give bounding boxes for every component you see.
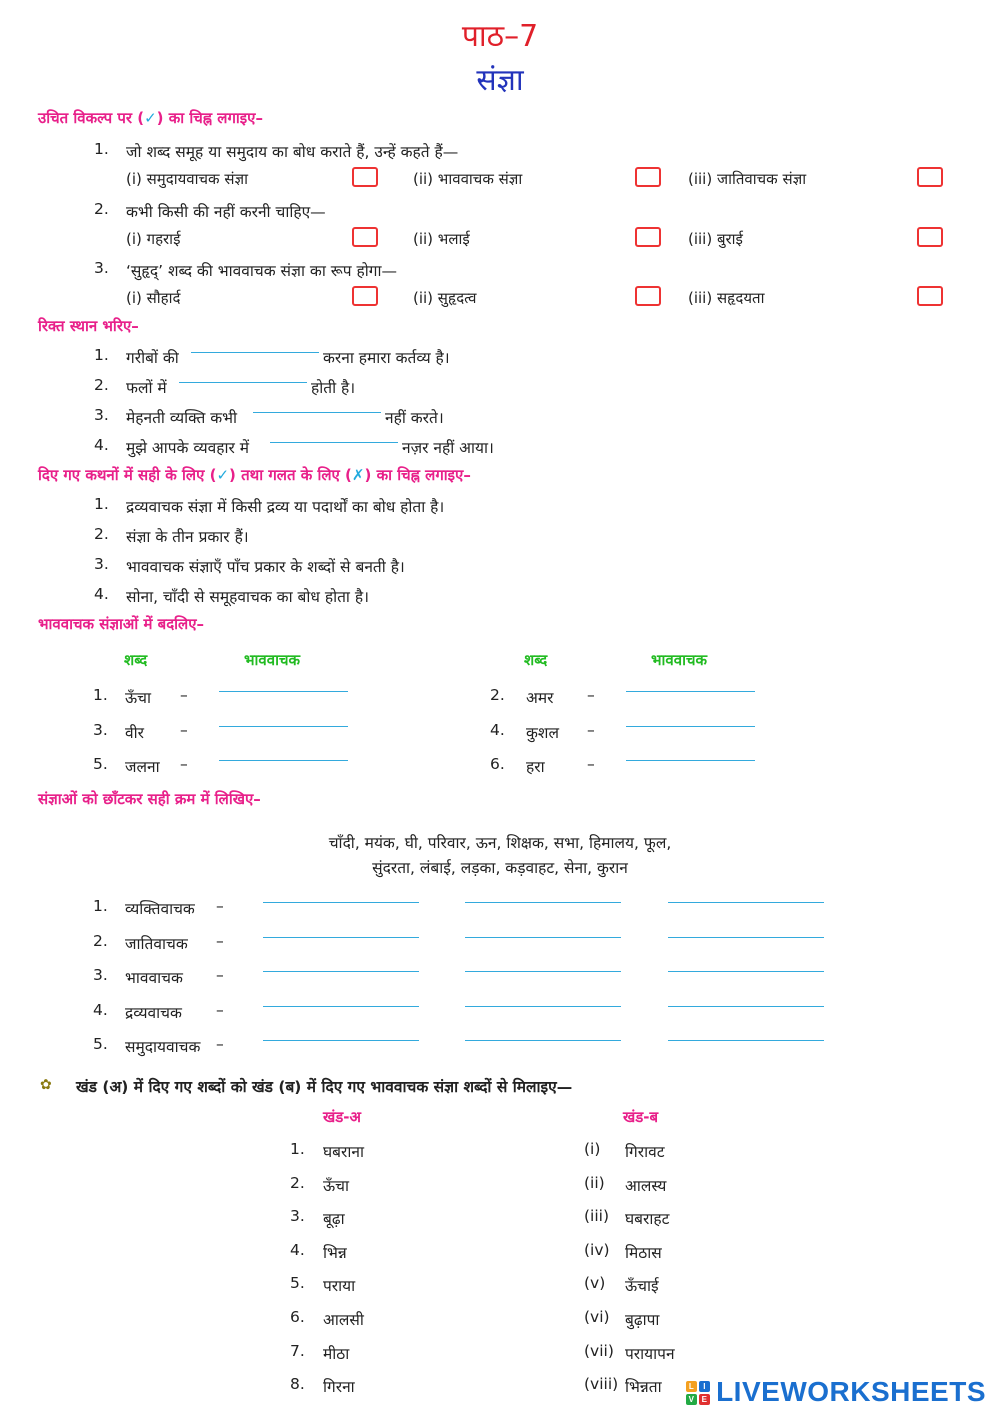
word-list-line1: चाँदी, मयंक, घी, परिवार, ऊन, शिक्षक, सभा, हिमालय, फूल, — [328, 834, 672, 852]
answer-line[interactable] — [263, 937, 419, 938]
section2-heading: रिक्त स्थान भरिए– — [38, 317, 139, 335]
match-a-number: 7. — [290, 1341, 305, 1360]
fill-blank-line[interactable] — [253, 412, 381, 413]
match-a-word[interactable]: आलसी — [323, 1311, 364, 1329]
answer-line[interactable] — [465, 1006, 621, 1007]
statement-number: 1. — [94, 495, 109, 513]
item-text-after: नज़र नहीं आया। — [402, 439, 494, 457]
flower-icon: ✿ — [40, 1077, 52, 1093]
word-number: 3. — [93, 720, 108, 739]
item-text-before: मुझे आपके व्यवहार में — [126, 439, 250, 457]
item-text-before: मेहनती व्यक्ति कभी — [126, 409, 238, 427]
item-text-after: होती है। — [311, 379, 356, 397]
option-checkbox[interactable] — [635, 227, 661, 247]
dash: – — [180, 720, 188, 739]
col-abstract-header-left: भाववाचक — [244, 651, 301, 669]
fill-blank-line[interactable] — [179, 382, 307, 383]
match-b-roman: (vi) — [584, 1308, 610, 1326]
match-b-word[interactable]: घबराहट — [625, 1210, 670, 1229]
word-number: 2. — [490, 686, 505, 704]
option-checkbox[interactable] — [917, 227, 943, 247]
option-label: (ii) भाववाचक संज्ञा — [413, 170, 523, 188]
match-b-roman: (viii) — [584, 1375, 619, 1394]
match-a-number: 1. — [290, 1140, 305, 1158]
match-a-word[interactable]: घबराना — [323, 1143, 364, 1161]
category-label: समुदायवाचक — [125, 1038, 201, 1056]
match-a-word[interactable]: गिरना — [323, 1378, 355, 1397]
question-text: जो शब्द समूह या समुदाय का बोध कराते हैं, उन्हें कहते हैं— — [126, 143, 459, 161]
match-a-number: 2. — [290, 1173, 305, 1192]
answer-line[interactable] — [668, 1006, 824, 1007]
answer-line[interactable] — [465, 937, 621, 938]
statement-number: 3. — [94, 555, 109, 573]
statement-text: सोना, चाँदी से समूहवाचक का बोध होता है। — [126, 588, 369, 606]
option-label: (iii) सहृदयता — [688, 289, 765, 307]
col-word-header-left: शब्द — [124, 651, 148, 669]
match-a-word[interactable]: मीठा — [323, 1344, 350, 1363]
answer-line[interactable] — [219, 760, 348, 761]
statement-text: संज्ञा के तीन प्रकार हैं। — [126, 528, 249, 546]
item-number: 2. — [94, 376, 109, 394]
statement-text: द्रव्यवाचक संज्ञा में किसी द्रव्य या पदार्थों का बोध होता है। — [126, 498, 445, 516]
answer-line[interactable] — [219, 691, 348, 692]
question-text: कभी किसी की नहीं करनी चाहिए— — [126, 203, 326, 221]
match-a-number: 4. — [290, 1240, 305, 1259]
question-text: ‘सुहृद्’ शब्द की भाववाचक संज्ञा का रूप होगा— — [126, 262, 398, 280]
option-label: (i) गहराई — [126, 230, 181, 248]
match-a-word[interactable]: बूढ़ा — [323, 1210, 345, 1229]
option-label: (iii) बुराई — [688, 230, 743, 248]
dash: – — [216, 1035, 224, 1053]
section5-heading: संज्ञाओं को छाँटकर सही क्रम में लिखिए– — [38, 790, 261, 808]
category-number: 2. — [93, 931, 108, 950]
item-text-after: नहीं करते। — [385, 409, 444, 427]
option-label: (iii) जातिवाचक संज्ञा — [688, 170, 807, 188]
topic-title: संज्ञा — [476, 63, 524, 98]
word-text: हरा — [526, 758, 545, 776]
category-label: भाववाचक — [125, 969, 183, 987]
option-label: (i) सौहार्द — [126, 289, 181, 307]
answer-line[interactable] — [626, 691, 755, 692]
match-b-word[interactable]: मिठास — [625, 1243, 662, 1262]
answer-line[interactable] — [263, 1006, 419, 1007]
match-b-word[interactable]: बुढ़ापा — [625, 1311, 660, 1329]
answer-line[interactable] — [263, 1040, 419, 1041]
section4-heading: भाववाचक संज्ञाओं में बदलिए– — [38, 615, 205, 633]
dash: – — [216, 897, 224, 915]
match-b-word[interactable]: ऊँचाई — [625, 1277, 659, 1296]
answer-line[interactable] — [668, 971, 824, 972]
fill-blank-line[interactable] — [270, 442, 398, 443]
word-number: 4. — [490, 720, 505, 739]
question-number: 3. — [94, 259, 109, 277]
answer-line[interactable] — [626, 760, 755, 761]
item-text-after: करना हमारा कर्तव्य है। — [323, 349, 450, 367]
match-b-roman: (vii) — [584, 1341, 614, 1360]
item-text-before: गरीबों की — [126, 349, 179, 367]
match-a-word[interactable]: भिन्न — [323, 1243, 347, 1262]
option-label: (i) समुदायवाचक संज्ञा — [126, 170, 248, 188]
match-a-number: 8. — [290, 1375, 305, 1394]
category-number: 3. — [93, 966, 108, 984]
category-label: जातिवाचक — [125, 934, 188, 953]
word-text: ऊँचा — [125, 689, 152, 707]
option-checkbox[interactable] — [352, 167, 378, 187]
col-word-header-right: शब्द — [524, 651, 548, 669]
match-b-roman: (ii) — [584, 1173, 605, 1192]
dash: – — [216, 931, 224, 950]
word-number: 1. — [93, 686, 108, 704]
tick-mark-icon: ✓ — [144, 109, 157, 127]
answer-line[interactable] — [263, 971, 419, 972]
item-number: 3. — [94, 406, 109, 424]
option-label: (ii) भलाई — [413, 230, 470, 248]
col-abstract-header-right: भाववाचक — [651, 651, 708, 669]
answer-line[interactable] — [668, 902, 824, 903]
option-checkbox[interactable] — [352, 227, 378, 247]
dash: – — [587, 686, 595, 704]
fill-blank-line[interactable] — [191, 352, 319, 353]
dash: – — [587, 720, 595, 739]
answer-line[interactable] — [263, 902, 419, 903]
statement-number: 2. — [94, 525, 109, 543]
match-a-number: 6. — [290, 1308, 305, 1326]
match-b-roman: (iii) — [584, 1207, 610, 1226]
word-text: वीर — [125, 723, 144, 742]
section3-heading: दिए गए कथनों में सही के लिए (✓) तथा गलत के लिए (✗) का चिह्न लगाइए– — [38, 466, 471, 484]
match-a-word[interactable]: ऊँचा — [323, 1176, 350, 1195]
match-b-word[interactable]: आलस्य — [625, 1176, 667, 1195]
dash: – — [216, 966, 224, 984]
option-checkbox[interactable] — [917, 286, 943, 306]
match-a-number: 5. — [290, 1274, 305, 1293]
match-b-roman: (v) — [584, 1274, 606, 1293]
col-b-header: खंड-ब — [623, 1108, 659, 1126]
answer-line[interactable] — [668, 937, 824, 938]
option-checkbox[interactable] — [352, 286, 378, 306]
match-b-roman: (iv) — [584, 1240, 610, 1259]
answer-line[interactable] — [668, 1040, 824, 1041]
dash: – — [180, 755, 188, 773]
statement-text: भाववाचक संज्ञाएँ पाँच प्रकार के शब्दों से बनती है। — [126, 558, 405, 576]
item-text-before: फलों में — [126, 379, 167, 397]
question-number: 1. — [94, 140, 109, 158]
item-number: 4. — [94, 436, 109, 454]
match-a-number: 3. — [290, 1207, 305, 1226]
match-b-word[interactable]: गिरावट — [625, 1143, 665, 1161]
question-number: 2. — [94, 200, 109, 218]
word-text: कुशल — [526, 723, 559, 742]
match-b-word[interactable]: परायापन — [625, 1344, 675, 1363]
word-text: अमर — [526, 689, 554, 707]
statement-number: 4. — [94, 585, 109, 603]
match-a-word[interactable]: पराया — [323, 1277, 356, 1296]
liveworksheets-logo: L I V E LIVEWORKSHEETS — [686, 1376, 986, 1408]
category-label: द्रव्यवाचक — [125, 1003, 182, 1022]
answer-line[interactable] — [465, 971, 621, 972]
answer-line[interactable] — [465, 1040, 621, 1041]
word-list-line2: सुंदरता, लंबाई, लड़का, कड़वाहट, सेना, कुरान — [372, 859, 628, 877]
option-checkbox[interactable] — [917, 167, 943, 187]
col-a-header: खंड-अ — [323, 1108, 361, 1126]
section1-heading: उचित विकल्प पर (✓) का चिह्न लगाइए– — [38, 109, 263, 127]
lesson-title: पाठ–7 — [461, 19, 539, 54]
answer-line[interactable] — [465, 902, 621, 903]
tick-mark-icon: ✓ — [216, 466, 230, 484]
word-number: 6. — [490, 755, 505, 773]
option-checkbox[interactable] — [635, 286, 661, 306]
match-b-roman: (i) — [584, 1140, 601, 1158]
category-number: 1. — [93, 897, 108, 915]
category-number: 5. — [93, 1035, 108, 1053]
category-label: व्यक्तिवाचक — [125, 900, 195, 918]
option-checkbox[interactable] — [635, 167, 661, 187]
match-b-word[interactable]: भिन्नता — [625, 1378, 662, 1397]
liveworksheets-logo-icon: L I V E — [686, 1381, 712, 1407]
answer-line[interactable] — [219, 726, 348, 727]
word-text: जलना — [125, 758, 160, 776]
section6-heading: खंड (अ) में दिए गए शब्दों को खंड (ब) में दिए गए भाववाचक संज्ञा शब्दों से मिलाइए— — [76, 1078, 573, 1096]
word-number: 5. — [93, 755, 108, 773]
answer-line[interactable] — [626, 726, 755, 727]
cross-mark-icon: ✗ — [351, 466, 365, 484]
category-number: 4. — [93, 1000, 108, 1019]
dash: – — [216, 1000, 224, 1019]
option-label: (ii) सुहृदत्व — [413, 289, 477, 307]
dash: – — [587, 755, 595, 773]
item-number: 1. — [94, 346, 109, 364]
dash: – — [180, 686, 188, 704]
